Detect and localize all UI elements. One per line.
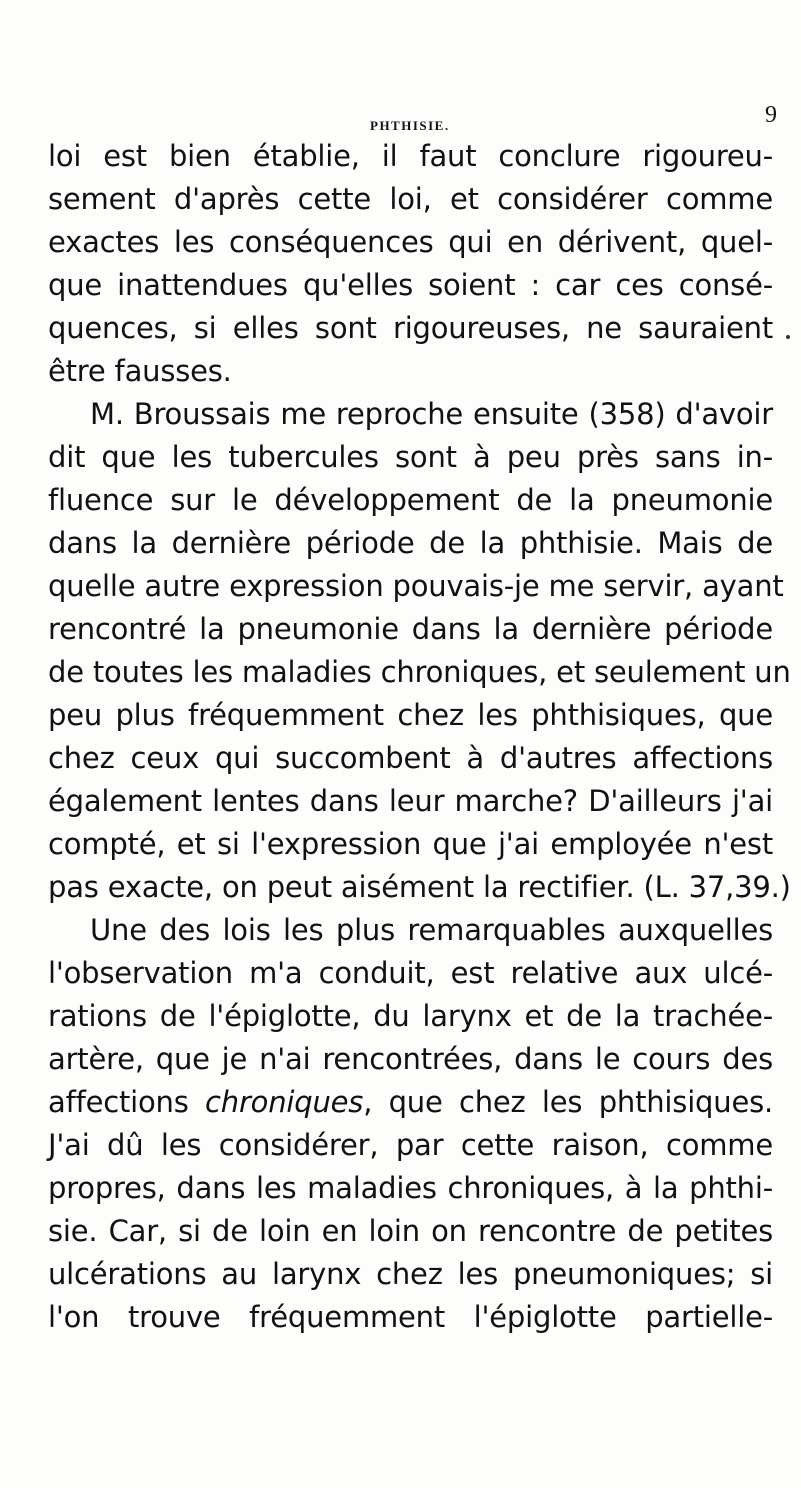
text-line: dans la dernière période de la phthisie. Mais de — [48, 526, 773, 560]
text-line: de toutes les maladies chroniques, et seulement un — [48, 655, 791, 689]
text-line: dit que les tubercules sont à peu près sans in- — [48, 440, 773, 474]
page-number: 9 — [765, 102, 777, 128]
text-line: l'on trouve fréquemment l'épiglotte partielle- — [48, 1300, 773, 1334]
running-header — [0, 88, 801, 133]
text-line: quelle autre expression pouvais-je me servir, ayant — [48, 569, 784, 603]
paragraph-first-line: M. Broussais me reproche ensuite (358) d'avoir — [90, 397, 773, 431]
text-line: fluence sur le développement de la pneumonie — [48, 483, 773, 517]
text-line: également lentes dans leur marche? D'ailleurs j'ai — [48, 784, 773, 818]
text-line: l'observation m'a conduit, est relative aux ulcé- — [48, 956, 773, 990]
text-line: propres, dans les maladies chroniques, à la phthi- — [48, 1171, 773, 1205]
italic-term: chroniques — [205, 1085, 364, 1119]
text-line-with-italic — [48, 1081, 773, 1124]
body-text — [48, 135, 791, 1339]
text-line: sement d'après cette loi, et considérer comme — [48, 182, 773, 216]
text-line: pas exacte, on peut aisément la rectifier. (L. 37,39.) — [48, 870, 791, 904]
text-line: J'ai dû les considérer, par cette raison, comme — [48, 1128, 773, 1162]
running-title: PHTHISIE. — [370, 118, 450, 133]
text-line: rencontré la pneumonie dans la dernière période — [48, 612, 773, 646]
text-line: exactes les conséquences qui en dérivent, quel- — [48, 225, 773, 259]
text-line: compté, et si l'expression que j'ai employée n'est — [48, 827, 773, 861]
text-segment: , que chez les phthisiques. — [363, 1085, 774, 1119]
text-line: sie. Car, si de loin en loin on rencontre de petites — [48, 1214, 773, 1248]
text-segment: affections — [48, 1085, 206, 1119]
text-line: quences, si elles sont rigoureuses, ne sauraient — [48, 311, 773, 345]
paragraph-first-line: Une des lois les plus remarquables auxquelles — [90, 913, 773, 947]
text-line: ulcérations au larynx chez les pneumoniques; si — [48, 1257, 773, 1291]
text-line: loi est bien établie, il faut conclure rigoureu- — [48, 139, 773, 173]
text-line: artère, que je n'ai rencontrées, dans le cours des — [48, 1042, 773, 1076]
margin-mark — [786, 335, 790, 339]
text-line: que inattendues qu'elles soient : car ces consé- — [48, 268, 773, 302]
text-line: être fausses. — [48, 354, 232, 388]
text-line: peu plus fréquemment chez les phthisiques, que — [48, 698, 773, 732]
text-line: chez ceux qui succombent à d'autres affections — [48, 741, 773, 775]
text-line: rations de l'épiglotte, du larynx et de la trachée- — [48, 999, 773, 1033]
